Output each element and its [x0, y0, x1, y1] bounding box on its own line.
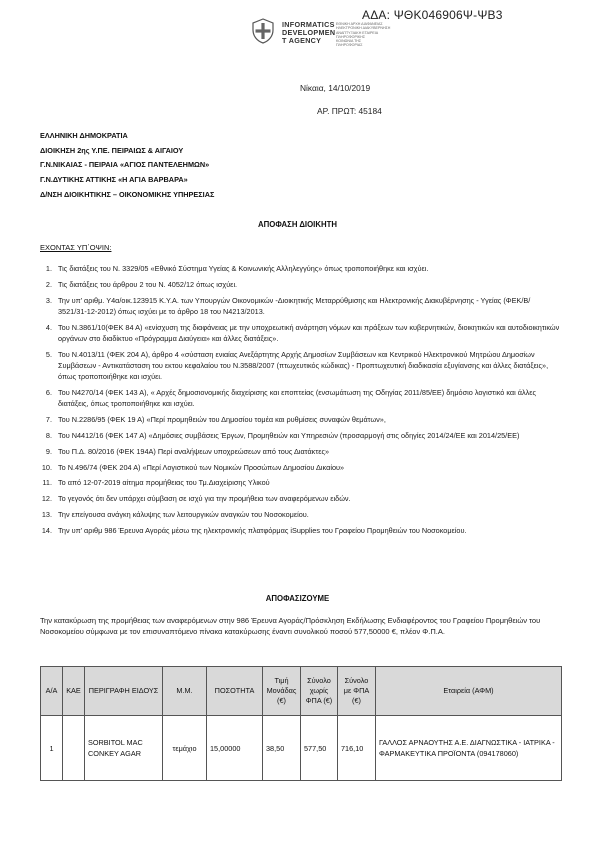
legal-basis-item [36, 509, 561, 520]
decision-title: ΑΠΟΦΑΣΗ ΔΙΟΙΚΗΤΗ [258, 220, 337, 229]
table-header-row [41, 667, 562, 716]
legal-basis-item-number: 5. [45, 349, 52, 359]
column-header: Σύνολο με ΦΠΑ (€) [338, 667, 376, 716]
logo-greek-text: ΕΘΝΙΚΗ ΑΡΧΗ ΔΙΑΦΑΝΕΙΑΣ ΗΛΕΚΤΡΟΝΙΚΗ ΔΙΑΚΥΒΕΡΝΗΣΗ ΑΝΑΠΤΥΞΙΑΚΗ ΕΤΑΙΡΕΙΑ ΠΛΗΡΟΦΟΡΙΚΗΣ ΚΟΙΝΩΝΙΑ ΤΗΣ ΠΛΗΡΟΦΟΡΙΑΣ [336, 22, 391, 48]
cell-aa: 1 [41, 716, 63, 781]
logo-english-text: INFORMATICS DEVELOPMEN T AGENCY [282, 20, 336, 46]
legal-basis-item [36, 387, 561, 410]
header-line: Δ/ΝΣΗ ΔΙΟΙΚΗΤΙΚΗΣ – ΟΙΚΟΝΟΜΙΚΗΣ ΥΠΗΡΕΣΙΑΣ [40, 189, 215, 199]
column-header: ΠΕΡΙΓΡΑΦΗ ΕΙΔΟΥΣ [85, 667, 163, 716]
legal-basis-item-number: 2. [45, 279, 52, 289]
legal-basis-item-text: Του Π.Δ. 80/2016 (ΦΕΚ 194Α) Περί αναλήψεων υποχρεώσεων από τους Διατάκτες» [58, 446, 330, 456]
legal-basis-item-text: Του Ν.3861/10(ΦΕΚ 84 Α) «ενίσχυση της διαφάνειας με την υποχρεωτική ανάρτηση νόμων και πράξεων των κυβερνητικών, διοικητικών και αυτοδιοικητικών οργάνων στο διαδίκτυο «Πρόγραμμα Διαύγεια» και άλλες διατάξεις». [58, 322, 560, 343]
legal-basis-item [36, 446, 561, 457]
header-line: Γ.Ν.ΝΙΚΑΙΑΣ - ΠΕΙΡΑΙΑ «ΑΓΙΟΣ ΠΑΝΤΕΛΕΗΜΩΝ» [40, 160, 210, 170]
legal-basis-item-number: 3. [45, 295, 52, 305]
legal-basis-item-text: Του Ν.2286/95 (ΦΕΚ 19 Α) «Περί προμηθειών του Δημοσίου τομέα και ρυθμίσεις συναφών θεμάτων», [58, 415, 386, 425]
cell-mm: τεμάχιο [163, 716, 207, 781]
header-line: Γ.Ν.ΔΥΤΙΚΗΣ ΑΤΤΙΚΗΣ «Η ΑΓΙΑ ΒΑΡΒΑΡΑ» [40, 175, 188, 185]
legal-basis-item-number: 11. [42, 478, 52, 488]
cell-net: 577,50 [301, 716, 338, 781]
legal-basis-item [36, 430, 561, 441]
cell-unit: 38,50 [263, 716, 301, 781]
legal-basis-item [36, 349, 561, 383]
legal-basis-item [36, 477, 561, 488]
legal-basis-item-text: Του Ν4412/16 (ΦΕΚ 147 Α) «Δημόσιες συμβάσεις Έργων, Προμηθειών και Υπηρεσιών (προσαρμογή στις οδηγίες 2014/24/ΕΕ και 2014/25/ΕΕ) [58, 431, 520, 441]
informatics-agency-logo [282, 20, 391, 48]
column-header: Σύνολο χωρίς ΦΠΑ (€) [301, 667, 338, 716]
legal-basis-item-number: 9. [45, 446, 52, 456]
protocol-number: ΑΡ. ΠΡΩΤ: 45184 [317, 106, 382, 116]
legal-basis-label: ΕΧΟΝΤΑΣ ΥΠ΄ΟΨΙΝ: [40, 243, 112, 252]
issuing-authority-header [40, 129, 214, 203]
cell-gross: 716,10 [338, 716, 376, 781]
legal-basis-item-text: Την υπ’ αριθμ. Υ4α/οικ.123915 Κ.Υ.Α. των Υπουργών Οικονομικών -Διοικητικής Μεταρρύθμισης και Ηλεκτρονικής Διακυβέρνησης - Υγείας (ΦΕΚ/Β/ 3521/31-12-2012) όπως ισχύει με το άρθρο 18 του Ν4213/2013. [58, 295, 531, 316]
header-line: ΔΙΟΙΚΗΣΗ 2ης Υ.ΠΕ. ΠΕΙΡΑΙΩΣ & ΑΙΓΑΙΟΥ [40, 145, 184, 155]
cell-desc: SORBITOL MAC CONKEY AGAR [85, 716, 163, 781]
column-header: Τιμή Μονάδας (€) [263, 667, 301, 716]
legal-basis-item [36, 525, 561, 536]
legal-basis-item-text: Τις διατάξεις του Ν. 3329/05 «Εθνικό Σύστημα Υγείας & Κοινωνικής Αλληλεγγύης» όπως τροποποιήθηκε και ισχύει. [58, 264, 429, 273]
legal-basis-item-number: 6. [45, 388, 52, 398]
ada-code: ΑΔΑ: ΨΘΚ046906Ψ-ΨΒ3 [362, 8, 503, 22]
legal-basis-item-number: 10. [41, 462, 52, 472]
legal-basis-item-number: 4. [45, 322, 52, 332]
legal-basis-item-text: Την επείγουσα ανάγκη κάλυψης των λειτουργικών αναγκών του Νοσοκομείου. [58, 510, 309, 520]
column-header: Εταιρεία (ΑΦΜ) [376, 667, 562, 716]
legal-basis-item-number: 1. [45, 264, 52, 273]
cell-qty: 15,00000 [207, 716, 263, 781]
legal-basis-item-text: Τις διατάξεις του άρθρου 2 του Ν. 4052/12 όπως ισχύει. [58, 279, 238, 289]
greek-state-emblem-icon [250, 18, 276, 44]
legal-basis-item-number: 7. [45, 415, 52, 425]
award-table [40, 666, 562, 781]
legal-basis-item [36, 462, 561, 473]
legal-basis-item [36, 279, 561, 290]
table-row [41, 716, 562, 781]
legal-basis-item [36, 322, 561, 345]
legal-basis-item [36, 263, 561, 274]
legal-basis-item-text: Του Ν.4013/11 (ΦΕΚ 204 Α), άρθρο 4 «σύσταση ενιαίας Ανεξάρτητης Αρχής Δημοσίων Συμβάσεων και Κεντρικού Ηλεκτρονικού Μητρώου Δημοσίων Συμβάσεων - Αντικατάσταση του εκτου κεφαλαίου του Ν.3588/2007 (πτωχευτικός κώδικας) - Προπτωχευτική διαδικασία εξυγίανσης και άλλες διατάξεις», όπως τροποποιήθηκε και ισχύει. [58, 349, 549, 382]
legal-basis-item-text: Το γεγονός ότι δεν υπάρχει σύμβαση σε ισχύ για την προμήθεια των αναφερόμενων ειδών. [58, 494, 351, 504]
header-line: ΕΛΛΗΝΙΚΗ ΔΗΜΟΚΡΑΤΙΑ [40, 131, 128, 140]
award-intro-text: Την κατακύρωση της προμήθειας των αναφερόμενων στην 986 Έρευνα Αγοράς/Πρόσκληση Εκδήλωσης Ενδιαφέροντος του Γραφείου Προμηθειών του Νοσοκομείου σύμφωνα με τον επισυναπτόμενο πίνακα κατακύρωσης έναντι συνολικού ποσού 577,50000 €, πλέον Φ.Π.Α. [40, 616, 541, 637]
legal-basis-item-text: Την υπ’ αριθμ 986 Έρευνα Αγοράς μέσω της ηλεκτρονικής πλατφόρμας iSupplies του Γραφείου Προμηθειών του Νοσοκομείου. [58, 525, 467, 535]
legal-basis-item [36, 493, 561, 504]
legal-basis-item-number: 8. [45, 431, 52, 441]
legal-basis-item-text: Το από 12-07-2019 αίτημα προμήθειας του Τμ.Διαχείρισης Υλικού [58, 478, 270, 488]
table-body [41, 716, 562, 781]
legal-basis-item-text: Το Ν.496/74 (ΦΕΚ 204 Α) «Περί Λογιστικού των Νομικών Προσώπων Δημοσίου Δικαίου» [58, 462, 345, 472]
legal-basis-item-text: Του Ν4270/14 (ΦΕΚ 143 Α), « Αρχές δημοσιονομικής διαχείρισης και εποπτείας (ενσωμάτωση της Οδηγίας 2011/85/ΕΕ) δημόσιο λογιστικό και άλλες διατάξεις, όπως τροποποιήθηκε και ισχύει. [58, 388, 537, 409]
cell-kae [63, 716, 85, 781]
decide-title: ΑΠΟΦΑΣΙΖΟΥΜΕ [265, 594, 330, 603]
column-header: ΚΑΕ [63, 667, 85, 716]
legal-basis-item [36, 414, 561, 425]
legal-basis-list [36, 263, 561, 541]
cell-company: ΓΑΛΛΟΣ ΑΡΝΑΟΥΤΗΣ Α.Ε. ΔΙΑΓΝΩΣΤΙΚΑ - ΙΑΤΡΙΚΑ - ΦΑΡΜΑΚΕΥΤΙΚΑ ΠΡΟΪΟΝΤΑ (094178060) [376, 716, 562, 781]
column-header: Α/Α [41, 667, 63, 716]
legal-basis-item [36, 295, 561, 318]
legal-basis-item-number: 13. [41, 510, 52, 520]
column-header: Μ.Μ. [163, 667, 207, 716]
document-date: Νίκαια, 14/10/2019 [300, 83, 371, 93]
column-header: ΠΟΣΟΤΗΤΑ [207, 667, 263, 716]
legal-basis-item-number: 12. [41, 494, 52, 504]
legal-basis-item-number: 14. [41, 525, 52, 535]
